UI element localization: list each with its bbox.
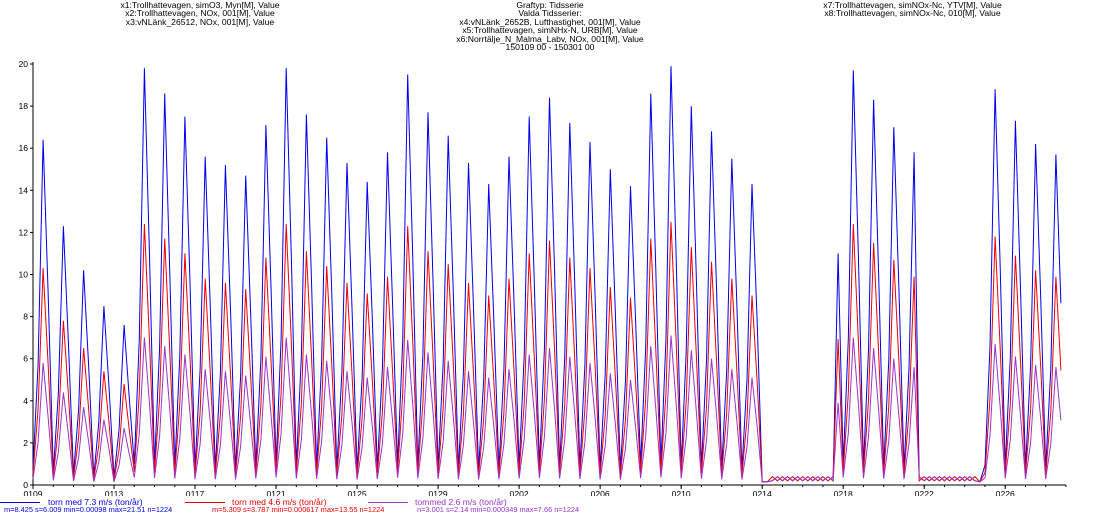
x-tick-label: 0218 [833,489,853,496]
legend-swatch [368,502,408,503]
series-line-2 [33,222,1061,482]
legend-swatch [185,502,225,503]
x-tick-label: 0222 [914,489,934,496]
x-tick-label: 0206 [590,489,610,496]
y-tick-label: 0 [23,480,28,490]
y-tick-label: 14 [18,185,28,196]
header-line: x1:Trollhattevagen, simO3, Myn[M], Value [120,0,280,10]
y-tick-label: 18 [18,101,28,112]
header-line: x4:vNLänk_2652B, Lufthastighet, 001[M], Value [459,16,641,27]
legend-label: torn med 7.3 m/s (ton/år) [48,497,143,507]
header-line: x7:Trollhattevagen, simNOx-Nc, YTV[M], Value [823,0,1002,10]
series-line-1 [33,66,1061,482]
legend [0,496,1093,514]
x-tick-label: 0125 [347,489,367,496]
y-tick-label: 20 [18,59,28,69]
y-tick-label: 8 [23,311,28,322]
graph-type-title: Graftyp: Tidsserie [516,0,584,10]
legend-label: tommed 2.6 m/s (ton/år) [415,497,507,507]
y-tick-label: 2 [23,437,28,448]
y-tick-label: 12 [18,227,28,238]
x-tick-label: 0121 [266,489,286,496]
x-tick-label: 0129 [428,489,448,496]
x-tick-label: 0109 [23,489,43,496]
y-tick-label: 16 [18,143,28,154]
x-tick-label: 0226 [995,489,1015,496]
header-line: x6:Norrtälje_N_Malma_Labv, NOx, 001[M], Value [456,33,644,44]
legend-stats: m=5.309 s=3.787 min=0.000617 max=13.55 n=1224 [212,505,385,514]
date-range: 150109 00 - 150301 00 [505,42,595,53]
legend-label: torn med 4.6 m/s (ton/år) [232,497,327,507]
header-line: x5:Trollhattevagen, simNHx-N, URB[M], Value [462,25,638,36]
y-tick-label: 6 [23,353,28,364]
legend-stats: n=3.001 s=2.14 min=0.000349 max=7.66 n=1224 [417,505,580,514]
selected-series-title: Valda Tidsserier: [518,8,582,19]
y-tick-label: 4 [23,395,28,406]
y-tick-label: 10 [18,269,28,280]
x-tick-label: 0214 [752,489,772,496]
header-line: x3:vNLänk_26512, NOx, 001[M], Value [125,16,275,27]
legend-swatch [0,502,40,503]
header-line: x2:Trollhattevagen, NOx, 001[M], Value [125,8,275,19]
x-tick-label: 0113 [104,489,124,496]
x-tick-label: 0202 [509,489,529,496]
header-line: x8:Trollhattevagen, simNOx-Nc, 010[M], Value [824,8,1001,19]
x-tick-label: 0117 [185,489,205,496]
legend-stats: m=8.425 s=6.009 min=0.00098 max=21.51 n=1224 [4,505,173,514]
x-tick-label: 0210 [671,489,691,496]
